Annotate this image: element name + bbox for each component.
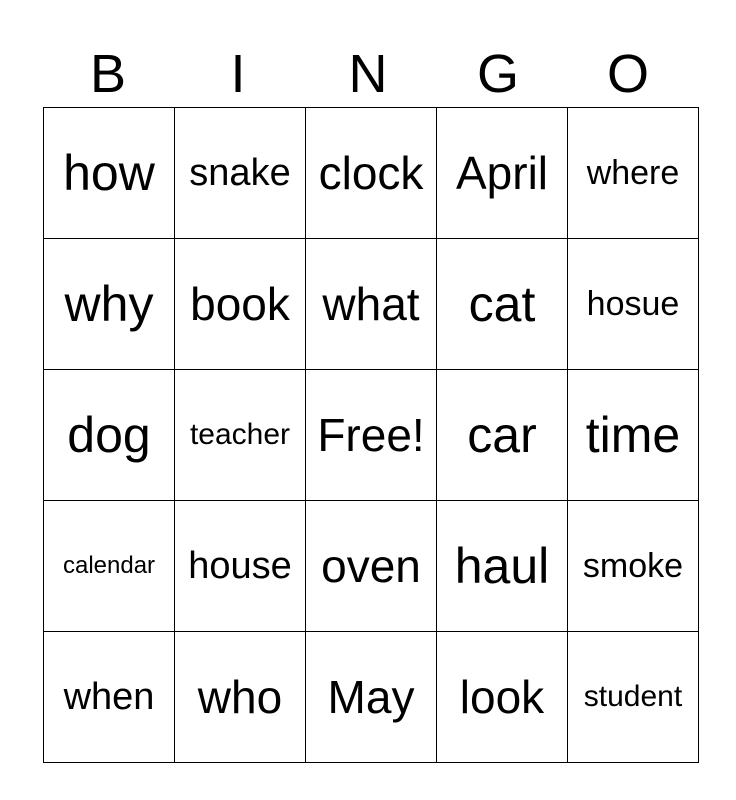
bingo-cell: haul xyxy=(437,501,568,632)
bingo-cell: teacher xyxy=(175,370,306,501)
bingo-cell: snake xyxy=(175,108,306,239)
bingo-cell: hosue xyxy=(568,239,699,370)
board-row xyxy=(44,108,699,239)
bingo-cell: time xyxy=(568,370,699,501)
bingo-cell: where xyxy=(568,108,699,239)
header-letter-o: O xyxy=(606,44,649,104)
bingo-cell: house xyxy=(175,501,306,632)
bingo-cell: dog xyxy=(44,370,175,501)
board-row xyxy=(44,632,699,763)
bingo-cell: Free! xyxy=(306,370,437,501)
bingo-cell: car xyxy=(437,370,568,501)
bingo-board xyxy=(43,107,699,763)
bingo-cell: how xyxy=(44,108,175,239)
bingo-cell: clock xyxy=(306,108,437,239)
board-row xyxy=(44,239,699,370)
bingo-cell: why xyxy=(44,239,175,370)
bingo-cell: cat xyxy=(437,239,568,370)
bingo-cell: May xyxy=(306,632,437,763)
bingo-cell: what xyxy=(306,239,437,370)
board-row xyxy=(44,370,699,501)
bingo-cell: when xyxy=(44,632,175,763)
bingo-cell: calendar xyxy=(44,501,175,632)
header-letter-n: N xyxy=(348,44,388,104)
bingo-cell: who xyxy=(175,632,306,763)
bingo-cell: book xyxy=(175,239,306,370)
header-letter-b: B xyxy=(89,44,127,104)
header-letter-g: G xyxy=(476,44,519,104)
bingo-cell: April xyxy=(437,108,568,239)
bingo-cell: look xyxy=(437,632,568,763)
bingo-cell: student xyxy=(568,632,699,763)
header-letter-i: I xyxy=(230,44,246,104)
board-row xyxy=(44,501,699,632)
bingo-cell: oven xyxy=(306,501,437,632)
bingo-cell: smoke xyxy=(568,501,699,632)
bingo-header xyxy=(43,40,693,108)
